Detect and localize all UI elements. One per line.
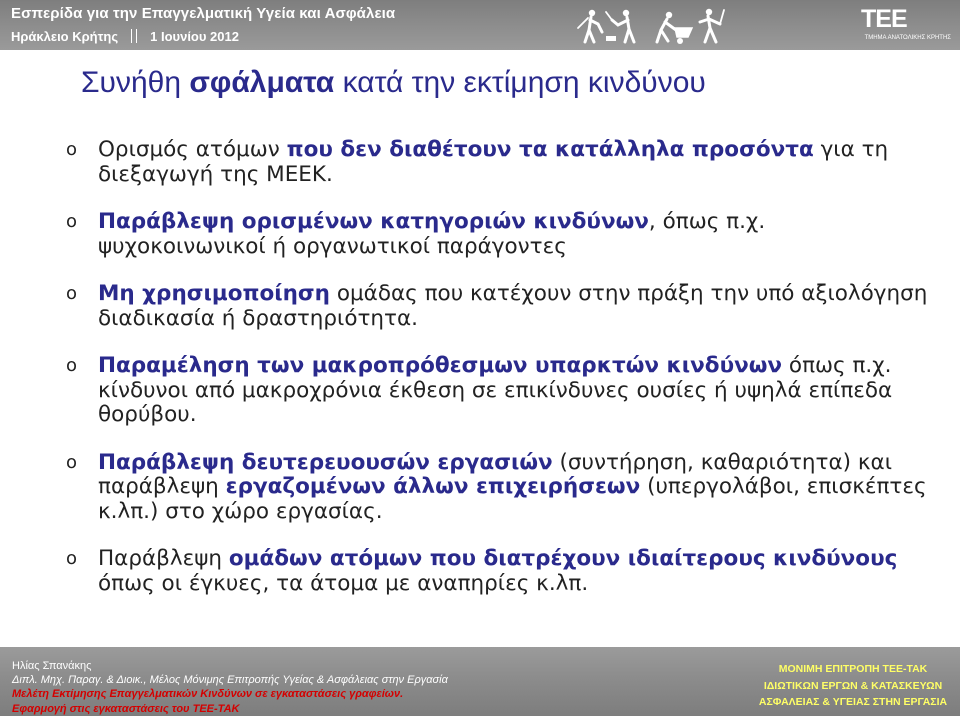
bullet-list [66,138,936,596]
bullet-text: , όπως π.χ. ψυχοκοινωνικοί ή οργανωτικοί παράγοντες [98,209,766,259]
bullet-marker: o [66,211,78,232]
bullet-item [66,451,936,525]
bullet-marker: o [66,139,78,160]
footer-author-block [12,659,448,716]
bullet-item [66,354,936,428]
footer-author: Ηλίας Σπανάκης [12,660,92,672]
slide-title-suffix: κατά την εκτίμηση κινδύνου [334,66,706,99]
bullet-text: (συντήρηση, καθαριότητα) και παράβλεψη [98,449,892,499]
bullet-text: όπως οι έγκυες, τα άτομα με αναπηρίες κ.λπ. [98,570,589,596]
bullet-emphasis: Παραμέληση των μακροπρόθεσμων υπαρκτών κινδύνων [98,353,783,378]
footer-role: Διπλ. Μηχ. Παραγ. & Διοικ., Μέλος Μόνιμης Επιτροπής Υγείας & Ασφάλειας στην Εργασία [12,674,448,687]
bullet-emphasis: εργαζομένων άλλων επιχειρήσεων [225,474,641,499]
event-title: Εσπερίδα για την Επαγγελματική Υγεία και Ασφάλεια [11,5,396,22]
event-date: 1 Ιουνίου 2012 [150,28,239,44]
bullet-marker: o [66,283,78,304]
bullet-emphasis: Παράβλεψη δευτερευουσών εργασιών [98,449,553,475]
bullet-text: όπως π.χ. κίνδυνοι από μακροχρόνια έκθεση σε επικίνδυνες ουσίες ή υψηλά επίπεδα θορύβου. [98,353,893,427]
slide-title-bold: σφάλματα [189,66,335,99]
bullet-item [66,547,936,596]
bullet-item [66,138,936,187]
bullet-text: Παράβλεψη [98,546,229,571]
footer-committee-line: ΙΔΙΩΤΙΚΩΝ ΕΡΓΩΝ & ΚΑΤΑΣΚΕΥΩΝ [763,679,943,692]
footer-committee-line: ΜΟΝΙΜΗ ΕΠΙΤΡΟΠΗ ΤΕΕ-ΤΑΚ [778,663,928,675]
tee-logo [857,6,951,46]
event-subline [11,28,239,44]
bullet-item [66,282,936,331]
bullet-emphasis: Παράβλεψη ορισμένων κατηγοριών κινδύνων [98,209,649,234]
construction-workers-icon [576,6,726,46]
tee-logo-text: ΤΕΕ [861,5,907,33]
header-band [0,0,960,50]
slide-title [81,66,706,100]
bullet-emphasis: ομάδων ατόμων που διατρέχουν ιδιαίτερους κινδύνους [228,546,898,571]
footer-study: Μελέτη Εκτίμησης Επαγγελματικών Κινδύνων σε εγκαταστάσεις γραφείων. [12,688,404,701]
tee-logo-caption: ΤΜΗΜΑ ΑΝΑΤΟΛΙΚΗΣ ΚΡΗΤΗΣ [864,35,951,41]
bullet-item [66,210,936,259]
bullet-emphasis: Μη χρησιμοποίηση [98,281,330,306]
event-location: Ηράκλειο Κρήτης [11,28,119,44]
footer-committee-line: ΑΣΦΑΛΕΙΑΣ & ΥΓΕΙΑΣ ΣΤΗΝ ΕΡΓΑΣΙΑ [758,696,948,708]
bullet-text: Ορισμός ατόμων [98,137,287,162]
bullet-text: για τη διεξαγωγή της ΜΕΕΚ. [98,137,889,187]
footer-committee-block [758,661,948,711]
slide-title-prefix: Συνήθη [81,66,190,99]
header-separator [131,29,137,43]
bullet-text: (υπεργολάβοι, επισκέπτες κ.λπ.) στο χώρο εργασίας. [98,474,927,524]
footer-application: Εφαρμογή στις εγκαταστάσεις του ΤΕΕ-ΤΑΚ [12,702,240,715]
footer-band [0,647,960,716]
bullet-marker: o [66,548,78,569]
bullet-emphasis: που δεν διαθέτουν τα κατάλληλα προσόντα [286,137,814,162]
bullet-marker: o [66,355,78,376]
bullet-marker: o [66,451,78,473]
bullet-text: ομάδας που κατέχουν στην πράξη την υπό αξιολόγηση διαδικασία ή δραστηριότητα. [98,281,928,331]
